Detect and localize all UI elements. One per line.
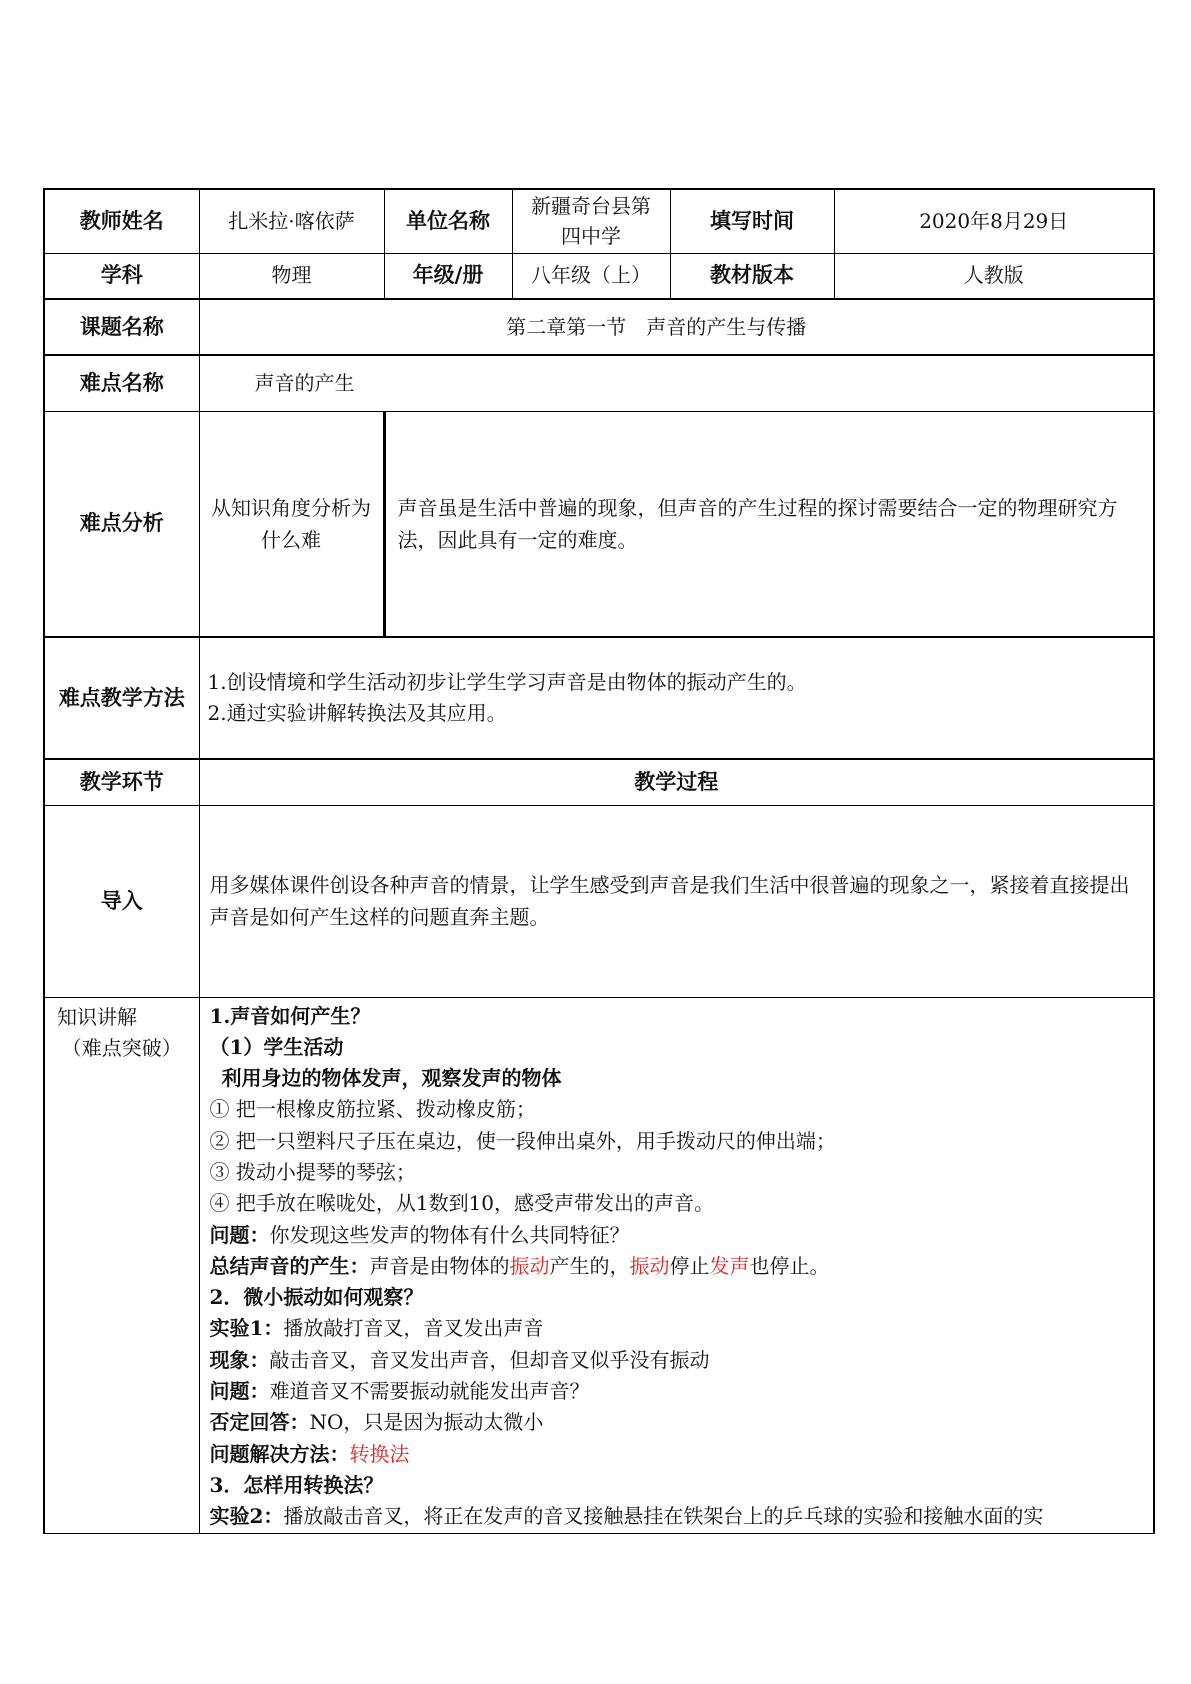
summary-highlight-1: 振动 bbox=[509, 1253, 550, 1278]
solution-label: 问题解决方法： bbox=[209, 1441, 350, 1466]
question2-label: 问题： bbox=[209, 1379, 270, 1404]
exp2-text: 播放敲击音叉，将正在发声的音叉接触悬挂在铁架台上的乒乓球的实验和接触水面的实 bbox=[283, 1504, 1044, 1529]
method-row bbox=[44, 637, 1154, 759]
knowledge-label-cell bbox=[44, 997, 199, 1533]
q2-heading: 2．微小振动如何观察？ bbox=[209, 1285, 424, 1310]
topic-label: 课题名称 bbox=[44, 299, 199, 355]
intro-row bbox=[44, 805, 1154, 997]
analysis-label: 难点分析 bbox=[44, 411, 199, 637]
method-label: 难点教学方法 bbox=[44, 637, 199, 759]
question2-line bbox=[210, 1376, 1146, 1407]
activity-heading: （1）学生活动 bbox=[209, 1034, 344, 1059]
activity-item-2: ② 把一只塑料尺子压在桌边，使一段伸出桌外，用手拨动尺的伸出端； bbox=[209, 1128, 836, 1153]
summary-label: 总结声音的产生： bbox=[209, 1253, 370, 1278]
unit-value: 新疆奇台县第四中学 bbox=[512, 189, 670, 253]
topic-value: 第二章第一节 声音的产生与传播 bbox=[199, 299, 1154, 355]
question-line bbox=[210, 1220, 1146, 1251]
knowledge-body bbox=[199, 997, 1154, 1533]
exp2-line bbox=[210, 1501, 1146, 1532]
teacher-label: 教师姓名 bbox=[44, 189, 199, 253]
phenomenon-line bbox=[210, 1345, 1146, 1376]
intro-text: 用多媒体课件创设各种声音的情景，让学生感受到声音是我们生活中很普遍的现象之一，紧接着直接提出声音是如何产生这样的问题直奔主题。 bbox=[199, 805, 1154, 997]
lesson-plan-table bbox=[43, 188, 1155, 1534]
q3-heading: 3．怎样用转换法？ bbox=[209, 1472, 384, 1497]
method-text bbox=[199, 637, 1154, 759]
process-header-row bbox=[44, 759, 1154, 805]
subject-label: 学科 bbox=[44, 253, 199, 299]
question2-text: 难道音叉不需要振动就能发出声音？ bbox=[269, 1379, 590, 1404]
exp2-label: 实验2： bbox=[209, 1504, 284, 1529]
activity-item-1: ① 把一根橡皮筋拉紧、拨动橡皮筋； bbox=[209, 1097, 536, 1122]
edition-value: 人教版 bbox=[834, 253, 1154, 299]
summary-highlight-2: 振动 bbox=[629, 1253, 670, 1278]
phenomenon-text: 敲击音叉，音叉发出声音，但却音叉似乎没有振动 bbox=[269, 1347, 710, 1372]
knowledge-row bbox=[44, 997, 1154, 1533]
analysis-text: 声音虽是生活中普遍的现象，但声音的产生过程的探讨需要结合一定的物理研究方法，因此具有一定的难度。 bbox=[384, 411, 1154, 637]
header-row-1 bbox=[44, 189, 1154, 253]
q1-heading: 1.声音如何产生？ bbox=[209, 1003, 371, 1028]
exp1-text: 播放敲打音叉，音叉发出声音 bbox=[283, 1316, 544, 1341]
header-row-2 bbox=[44, 253, 1154, 299]
negative-answer-line bbox=[210, 1407, 1146, 1438]
analysis-sub-label: 从知识角度分析为什么难 bbox=[199, 411, 384, 637]
exp1-label: 实验1： bbox=[209, 1316, 284, 1341]
grade-label: 年级/册 bbox=[384, 253, 512, 299]
knowledge-label-1: 知识讲解 bbox=[57, 1004, 137, 1029]
solution-line bbox=[210, 1439, 1146, 1470]
difficulty-row bbox=[44, 355, 1154, 411]
grade-value: 八年级（上） bbox=[512, 253, 670, 299]
phenomenon-label: 现象： bbox=[209, 1347, 270, 1372]
summary-part-b: 产生的， bbox=[549, 1253, 630, 1278]
activity-item-4: ④ 把手放在喉咙处，从1数到10，感受声带发出的声音。 bbox=[209, 1191, 715, 1216]
negative-answer-label: 否定回答： bbox=[209, 1410, 310, 1435]
unit-label: 单位名称 bbox=[384, 189, 512, 253]
subject-value: 物理 bbox=[199, 253, 384, 299]
summary-part-d: 也停止。 bbox=[749, 1253, 830, 1278]
activity-desc: 利用身边的物体发声，观察发声的物体 bbox=[221, 1066, 562, 1091]
question-text: 你发现这些发声的物体有什么共同特征？ bbox=[269, 1222, 630, 1247]
difficulty-value: 声音的产生 bbox=[199, 355, 1154, 411]
summary-highlight-3: 发声 bbox=[709, 1253, 750, 1278]
process-label: 教学过程 bbox=[199, 759, 1154, 805]
analysis-row bbox=[44, 411, 1154, 637]
knowledge-label-2: （难点突破） bbox=[61, 1035, 182, 1060]
teacher-value: 扎米拉·喀依萨 bbox=[199, 189, 384, 253]
topic-row bbox=[44, 299, 1154, 355]
date-label: 填写时间 bbox=[670, 189, 834, 253]
question-label: 问题： bbox=[209, 1222, 270, 1247]
activity-item-3: ③ 拨动小提琴的琴弦； bbox=[209, 1159, 416, 1184]
lesson-plan-sheet bbox=[43, 188, 1153, 1534]
difficulty-label: 难点名称 bbox=[44, 355, 199, 411]
summary-line bbox=[210, 1251, 1146, 1282]
summary-part-a: 声音是由物体的 bbox=[369, 1253, 510, 1278]
summary-part-c: 停止 bbox=[669, 1253, 710, 1278]
intro-label: 导入 bbox=[44, 805, 199, 997]
method-line-1: 1.创设情境和学生活动初步让学生学习声音是由物体的振动产生的。 bbox=[207, 670, 807, 694]
method-line-2: 2.通过实验讲解转换法及其应用。 bbox=[207, 701, 507, 725]
date-value: 2020年8月29日 bbox=[834, 189, 1154, 253]
process-stage-label: 教学环节 bbox=[44, 759, 199, 805]
exp1-line bbox=[210, 1313, 1146, 1344]
negative-answer-text: NO，只是因为振动太微小 bbox=[309, 1410, 544, 1435]
edition-label: 教材版本 bbox=[670, 253, 834, 299]
solution-value: 转换法 bbox=[349, 1441, 410, 1466]
